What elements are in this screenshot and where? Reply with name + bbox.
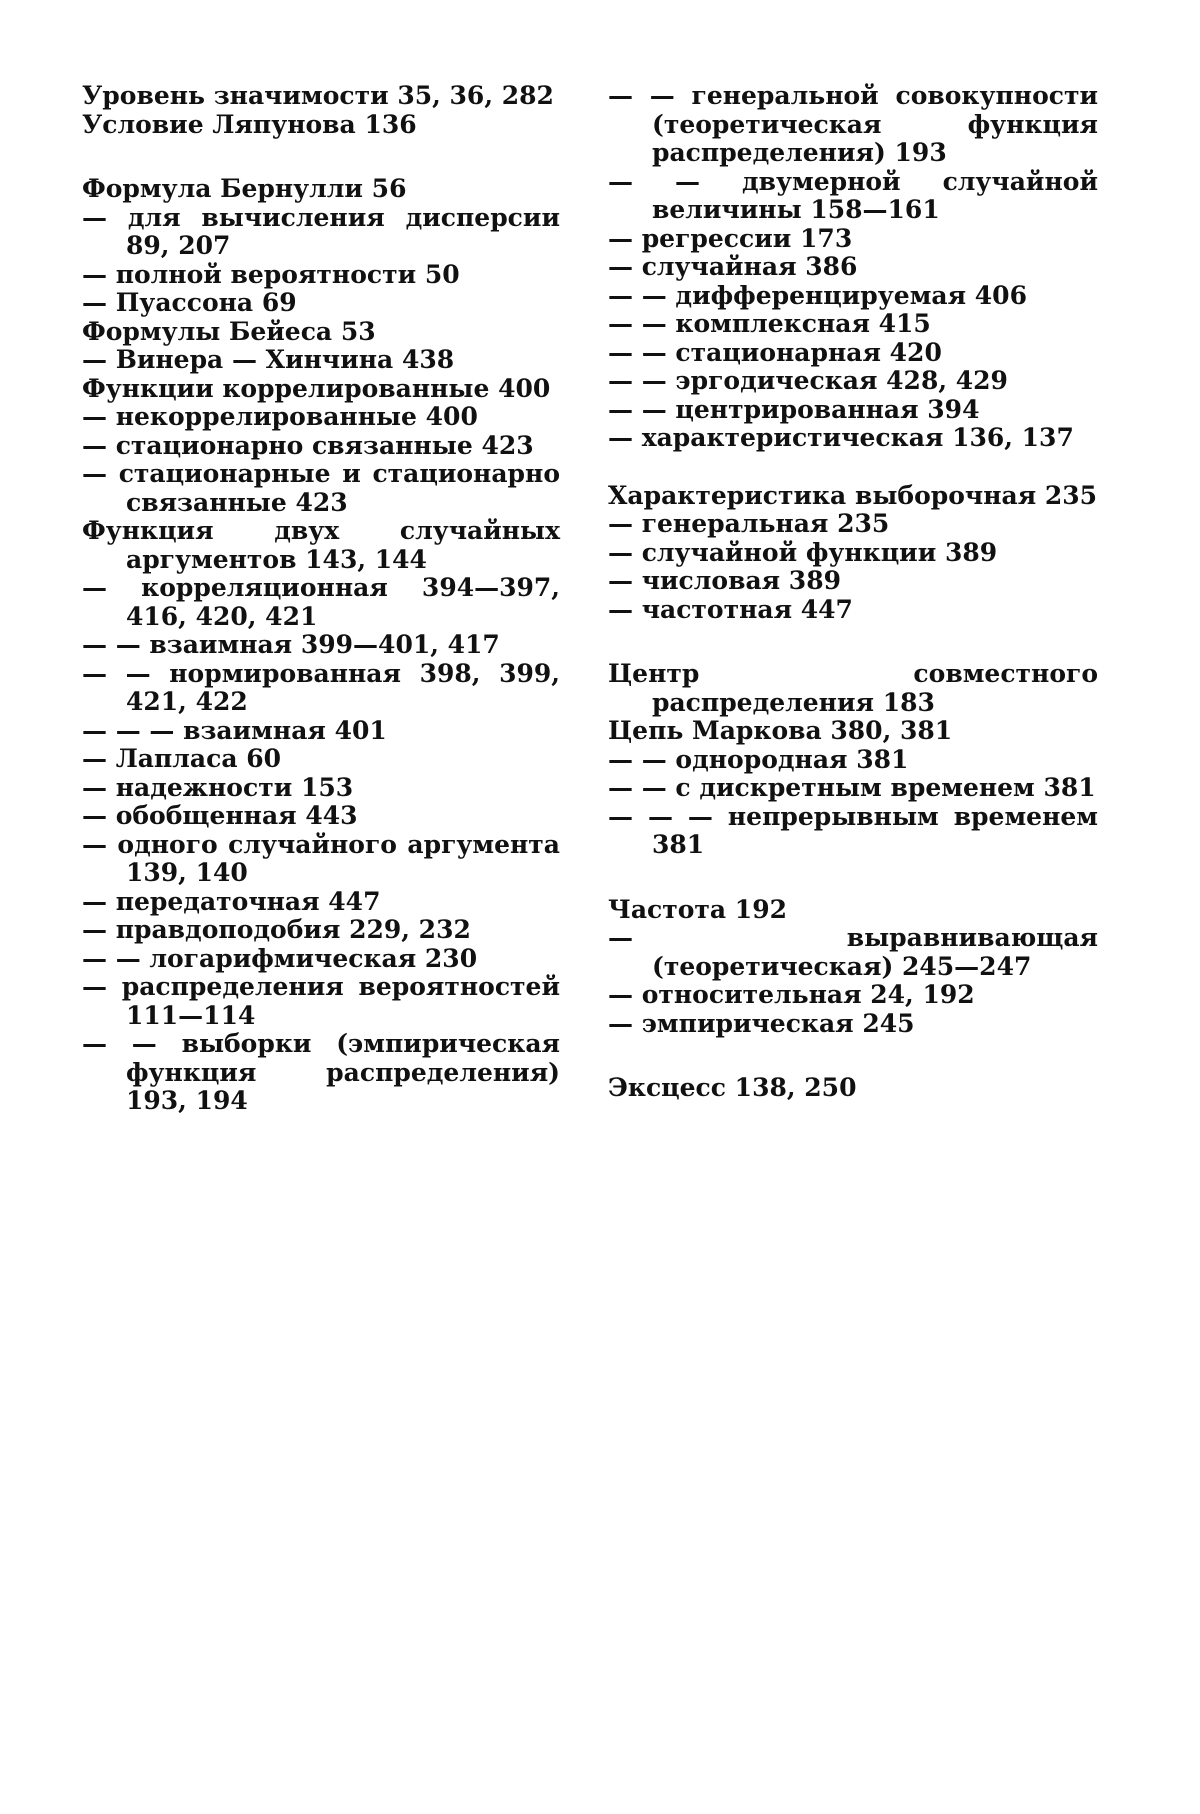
index-entry: — выравнивающая (теоретическая) 245—247: [608, 923, 1098, 981]
index-entry: — — генеральной совокупности (теоретическая функция распределения) 193: [608, 81, 1098, 167]
index-entry: Уровень значимости 35, 36, 282: [82, 81, 554, 110]
index-entry: — относительная 24, 192: [608, 980, 975, 1009]
index-entry: Формулы Бейеса 53: [82, 316, 376, 346]
index-entry: — — комплексная 415: [608, 309, 931, 338]
index-column-left: [82, 82, 560, 1116]
index-entry: — генеральная 235: [608, 509, 890, 538]
index-entry: — передаточная 447: [82, 886, 381, 916]
index-entry: — — двумерной случайной величины 158—161: [608, 166, 1098, 224]
index-entry: — числовая 389: [608, 566, 841, 595]
index-entry: — — — взаимная 401: [82, 715, 387, 745]
index-group: [608, 1074, 1098, 1103]
index-entry: — — однородная 381: [608, 744, 909, 774]
index-entry: — эмпирическая 245: [608, 1008, 915, 1038]
index-group: [608, 82, 1098, 453]
index-entry: — распределения вероятностей 111—114: [82, 972, 560, 1030]
index-group: [608, 482, 1098, 625]
index-entry: — — выборки (эмпирическая функция распределения) 193, 194: [82, 1029, 560, 1115]
index-entry: — корреляционная 394—397, 416, 420, 421: [82, 573, 560, 631]
index-entry: Цепь Маркова 380, 381: [608, 716, 953, 745]
index-entry: Эксцесс 138, 250: [608, 1073, 857, 1102]
index-entry: — случайной функции 389: [608, 537, 998, 567]
index-entry: — полной вероятности 50: [82, 259, 460, 289]
index-entry: — надежности 153: [82, 772, 354, 802]
index-entry: — регрессии 173: [608, 223, 853, 253]
index-entry: — правдоподобия 229, 232: [82, 915, 471, 944]
index-entry: — — взаимная 399—401, 417: [82, 630, 500, 659]
index-entry: — — нормированная 398, 399, 421, 422: [82, 658, 560, 716]
index-entry: — обобщенная 443: [82, 801, 358, 830]
index-entry: — для вычисления дисперсии 89, 207: [82, 202, 560, 260]
index-entry: — случайная 386: [608, 252, 858, 281]
index-entry: — одного случайного аргумента 139, 140: [82, 829, 560, 887]
index-entry: — — — непрерывным временем 381: [608, 801, 1098, 859]
index-entry: — — логарифмическая 230: [82, 943, 478, 973]
index-entry: — — дифференцируемая 406: [608, 280, 1027, 310]
index-entry: — — эргодическая 428, 429: [608, 366, 1008, 395]
index-entry: Функция двух случайных аргументов 143, 144: [82, 516, 560, 574]
index-entry: — Лапласа 60: [82, 744, 282, 773]
index-group: [82, 175, 560, 1116]
index-entry: — Винера — Хинчина 438: [82, 345, 455, 374]
index-column-right: [608, 82, 1098, 1103]
index-entry: Центр совместного распределения 183: [608, 659, 1098, 717]
index-group: [82, 82, 560, 139]
index-entry: Частота 192: [608, 894, 787, 924]
index-entry: — — центрированная 394: [608, 394, 980, 424]
index-group: [608, 660, 1098, 860]
index-entry: Функции коррелированные 400: [82, 373, 551, 403]
index-group: [608, 896, 1098, 1039]
index-entry: Условие Ляпунова 136: [82, 109, 417, 139]
index-entry: — стационарные и стационарно связанные 423: [82, 459, 560, 517]
index-entry: — — с дискретным временем 381: [608, 773, 1096, 802]
index-entry: — Пуассона 69: [82, 288, 297, 317]
index-entry: — частотная 447: [608, 594, 853, 624]
index-entry: Характеристика выборочная 235: [608, 480, 1098, 510]
index-entry: — — стационарная 420: [608, 337, 942, 367]
index-entry: Формула Бернулли 56: [82, 174, 407, 203]
index-entry: — характеристическая 136, 137: [608, 423, 1074, 452]
index-entry: — некоррелированные 400: [82, 402, 478, 431]
index-entry: — стационарно связанные 423: [82, 430, 534, 460]
